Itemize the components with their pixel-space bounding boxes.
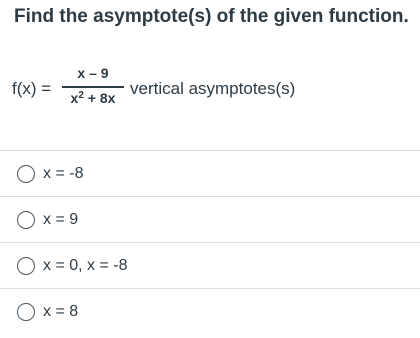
fraction bbox=[62, 62, 124, 114]
answer-option[interactable] bbox=[0, 242, 420, 288]
answer-option[interactable] bbox=[0, 150, 420, 196]
answer-list bbox=[0, 150, 420, 334]
fraction-numerator: x – 9 bbox=[77, 65, 109, 81]
denominator-exponent: 2 bbox=[78, 90, 84, 101]
radio-button-icon[interactable] bbox=[17, 303, 35, 321]
radio-button-icon[interactable] bbox=[17, 165, 35, 183]
question-title: Find the asymptote(s) of the given function. bbox=[14, 6, 409, 27]
answer-label: x = 8 bbox=[43, 303, 79, 320]
function-expression bbox=[12, 62, 412, 114]
fraction-denominator bbox=[62, 90, 124, 106]
asymptote-type-text: vertical asymptotes(s) bbox=[130, 79, 296, 98]
denominator-base: x bbox=[70, 90, 79, 106]
radio-button-icon[interactable] bbox=[17, 257, 35, 275]
answer-label: x = -8 bbox=[43, 165, 84, 182]
denominator-rest: + 8x bbox=[83, 90, 116, 106]
function-label: f(x) = bbox=[12, 79, 52, 98]
radio-button-icon[interactable] bbox=[17, 211, 35, 229]
answer-label: x = 0, x = -8 bbox=[43, 257, 128, 274]
answer-option[interactable] bbox=[0, 196, 420, 242]
answer-label: x = 9 bbox=[43, 211, 79, 228]
fraction-bar bbox=[62, 86, 124, 88]
answer-option[interactable] bbox=[0, 288, 420, 334]
